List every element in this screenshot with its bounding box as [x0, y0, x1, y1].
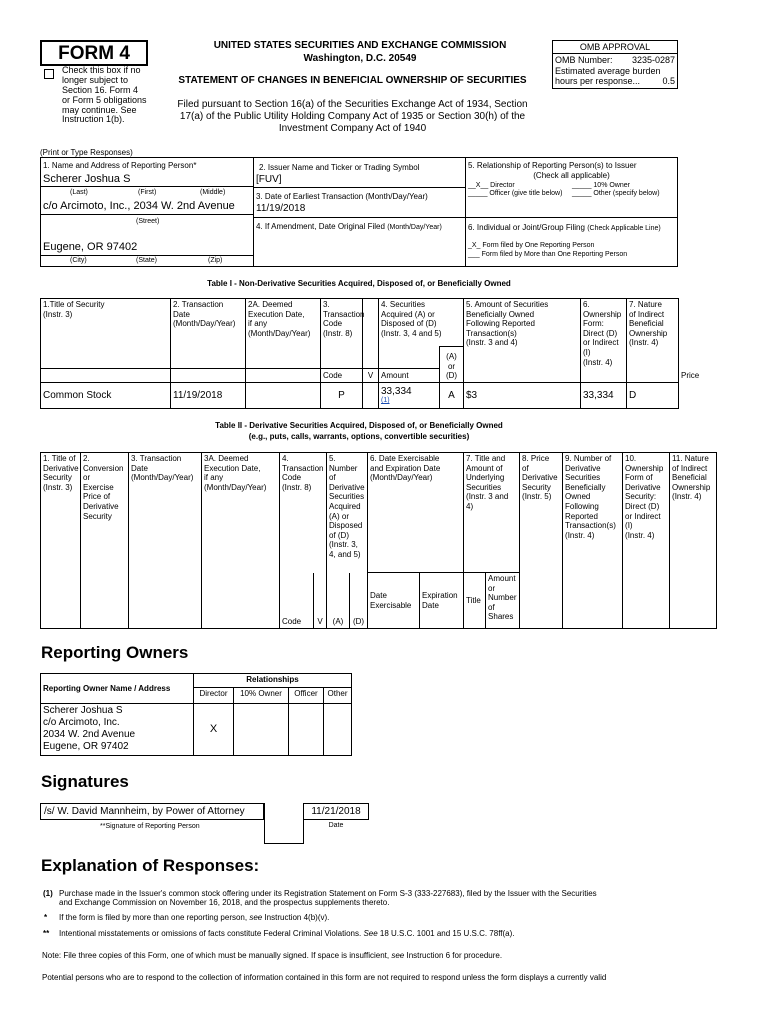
table1: 1.Title of Security (Instr. 3) 2. Transaction Date (Month/Day/Year) 2A. Deemed Execution Date, if any (Month/Day/Year) 3. Transaction Code (Instr. 8) 4. Securities Acquired (A) or Disposed of (D) (Instr. 3, 4 and 5) 5. Amount of Securities Beneficially Owned Following Reported Transaction(s) (Instr. 3 and 4) 6. Ownership Form: Direct (D) or Indirect (I) (Instr. 4) 7. Nature of Indirect Beneficial Ownership (Instr. 4) (A) or (D) Price Code V Amount Common Stock 11/19/2018 P 33,334 (1) A $3 33,334 D: [40, 298, 679, 409]
ro-col-owner10: 10% Owner: [234, 688, 289, 704]
box3-label: 3. Date of Earliest Transaction (Month/Day/Year): [256, 192, 428, 201]
t1-security-title: Common Stock: [41, 383, 171, 409]
signature-date: 11/21/2018: [311, 806, 361, 817]
t2-col-amount-shares: Amount or Number of Shares: [486, 573, 520, 629]
omb-hours-label: hours per response...: [555, 76, 641, 86]
owner10-line: _____ 10% Owner: [572, 182, 630, 189]
potential-persons-text: Potential persons who are to respond to the collection of information contained in this form are not required to respond unless the form displays a currently valid: [42, 973, 607, 982]
box2-label: 2. Issuer Name and Ticker or Trading Symbol: [259, 163, 420, 172]
reporting-owners-heading: Reporting Owners: [41, 643, 189, 662]
box6-label: 6. Individual or Joint/Group Filing (Check Applicable Line): [468, 223, 661, 232]
ro-col-director: Director: [194, 688, 234, 704]
star-text: If the form is filed by more than one reporting person, see Instruction 4(b)(v).: [59, 913, 330, 922]
t2-col-expiration: Expiration Date: [420, 573, 464, 629]
box5-label: 5. Relationship of Reporting Person(s) to Issuer: [468, 161, 637, 170]
t1-col-aord: (A) or (D): [440, 347, 464, 383]
t2-col-title-sub: Title: [464, 573, 486, 629]
footnote-1-link[interactable]: (1): [381, 397, 390, 404]
t1-col-ownership-form: 6. Ownership Form: Direct (D) or Indirect (I) (Instr. 4): [581, 299, 627, 383]
form-title: FORM 4: [58, 43, 130, 64]
t2-col-code: 4. Transaction Code (Instr. 8): [280, 453, 327, 573]
omb-number-label: OMB Number:: [555, 55, 613, 65]
director-line: __X__ Director: [468, 182, 515, 189]
signature-value: /s/ W. David Mannheim, by Power of Attorney: [44, 806, 245, 817]
t1-transaction-code: P: [321, 383, 363, 409]
other-line: _____ Other (specify below): [572, 190, 660, 197]
box5-sub: (Check all applicable): [533, 171, 610, 180]
t1-col-code-sub: Code: [321, 369, 363, 383]
omb-number-value: 3235-0287: [631, 55, 675, 65]
omb-hours-value: 0.5: [662, 76, 675, 86]
omb-approval-box: [552, 40, 678, 89]
statement-title: STATEMENT OF CHANGES IN BENEFICIAL OWNERSHIP OF SECURITIES: [178, 75, 527, 86]
one-person-line: _X_ Form filed by One Reporting Person: [468, 242, 595, 249]
ro-col-officer: Officer: [289, 688, 324, 704]
t2-col-date: 3. Transaction Date (Month/Day/Year): [129, 453, 202, 629]
t1-col-code: 3. Transaction Code (Instr. 8): [321, 299, 363, 369]
middle-label: (Middle): [200, 189, 226, 196]
checkbox-text: Check this box if no longer subject to Section 16. Form 4 or Form 5 obligations may continue. See Instruction 1(b).: [62, 65, 147, 125]
table2: [40, 452, 717, 629]
signature-label: **Signature of Reporting Person: [100, 823, 200, 830]
signature-box: [40, 803, 264, 820]
explanation-heading: Explanation of Responses:: [41, 856, 260, 875]
t2-col-conversion: 2. Conversion or Exercise Price of Derivative Security: [81, 453, 129, 629]
table2-title: Table II - Derivative Securities Acquired, Disposed of, or Beneficially Owned: [215, 421, 503, 430]
footnote-1-text: Purchase made in the Issuer's common stock offering under its Registration Statement on Form S-3 (333-227683), filed by the Issuer with the Securities and Exchange Commission on November 16, 2018, and the prospectus supplements thereto.: [59, 889, 597, 908]
ro-col-other: Other: [324, 688, 352, 704]
t1-amount: 33,334: [381, 386, 412, 397]
state-label: (State): [136, 257, 158, 264]
no-longer-checkbox[interactable]: [44, 69, 54, 79]
t2-col-d: (D): [350, 573, 368, 629]
table-row: [41, 383, 679, 409]
form-title-box: [40, 40, 148, 66]
last-label: (Last): [70, 189, 88, 196]
t2-col-ownership-form: 10. Ownership Form of Derivative Security: Direct (D) or Indirect (I) (Instr. 4): [623, 453, 670, 629]
box4-label: 4. If Amendment, Date Original Filed (Month/Day/Year): [256, 222, 442, 231]
t1-aord: A: [440, 383, 464, 409]
t1-col-title: 1.Title of Security (Instr. 3): [41, 299, 171, 369]
t2-col-price: 8. Price of Derivative Security (Instr. 5): [520, 453, 563, 629]
ro-col-name: Reporting Owner Name / Address: [41, 674, 194, 704]
ticker-value: [FUV]: [256, 174, 282, 185]
double-star-text: Intentional misstatements or omissions of facts constitute Federal Criminal Violations. See 18 U.S.C. 1001 and 15 U.S.C. 78ff(a).: [59, 929, 515, 938]
street-value: c/o Arcimoto, Inc., 2034 W. 2nd Avenue: [43, 200, 235, 212]
city-value: Eugene, OR 97402: [43, 241, 138, 253]
t1-col-amount-owned: 5. Amount of Securities Beneficially Owned Following Reported Transaction(s) (Instr. 3 and 4): [464, 299, 581, 383]
omb-title: OMB APPROVAL: [579, 42, 651, 52]
double-star-mark: **: [43, 929, 50, 938]
signature-date-label: Date: [328, 822, 344, 829]
agency-title: UNITED STATES SECURITIES AND EXCHANGE COMMISSION: [213, 40, 507, 51]
t2-col-date-exercisable: 6. Date Exercisable and Expiration Date (Month/Day/Year): [368, 453, 464, 573]
zip-label: (Zip): [208, 257, 223, 264]
ro-owner-info: Scherer Joshua S c/o Arcimoto, Inc. 2034 W. 2nd Avenue Eugene, OR 97402: [41, 704, 194, 756]
t1-amount-owned: 33,334: [581, 383, 627, 409]
box1-label: 1. Name and Address of Reporting Person*: [43, 161, 197, 170]
footnote-1-mark: (1): [43, 889, 53, 898]
t2-col-title: 1. Title of Derivative Security (Instr. 3): [41, 453, 81, 629]
t2-col-a: (A): [327, 573, 350, 629]
reporting-owners-table: [40, 673, 352, 756]
more-persons-line: ___ Form filed by More than One Reporting Person: [468, 251, 628, 258]
t1-col-nature: 7. Nature of Indirect Beneficial Ownership (Instr. 4): [627, 299, 679, 383]
star-mark: *: [44, 913, 48, 922]
table-row: [41, 704, 352, 756]
t2-col-number: 5. Number of Derivative Securities Acquired (A) or Disposed of (D) (Instr. 3, 4, and 5): [327, 453, 368, 573]
t2-col-deemed: 3A. Deemed Execution Date, if any (Month/Day/Year): [202, 453, 280, 629]
t2-col-nature: 11. Nature of Indirect Beneficial Ownership (Instr. 4): [670, 453, 717, 629]
signature-date-box: [303, 803, 369, 820]
earliest-transaction-date: 11/19/2018: [256, 203, 306, 214]
ro-col-relationships: Relationships: [194, 674, 352, 688]
t2-col-underlying: 7. Title and Amount of Underlying Securities (Instr. 3 and 4): [464, 453, 520, 573]
t1-ownership-form: D: [627, 383, 679, 409]
table1-title: Table I - Non-Derivative Securities Acquired, Disposed of, or Beneficially Owned: [207, 279, 511, 288]
signatures-heading: Signatures: [41, 772, 129, 791]
table2-subtitle: (e.g., puts, calls, warrants, options, convertible securities): [248, 432, 470, 441]
omb-burden-label: Estimated average burden: [555, 66, 661, 76]
filed-pursuant-text: Filed pursuant to Section 16(a) of the Securities Exchange Act of 1934, Section 17(a) of the Public Utility Holding Company Act of 1935 or Section 30(h) of the Investment Company Act of 1940: [177, 99, 528, 134]
t1-col-amount: Amount: [379, 369, 440, 383]
street-label: (Street): [136, 218, 160, 225]
t1-col-securities: 4. Securities Acquired (A) or Disposed of (D) (Instr. 3, 4 and 5): [379, 299, 464, 347]
city-label: (City): [70, 257, 87, 264]
print-type-note: (Print or Type Responses): [40, 148, 133, 157]
t2-col-date-ex: Date Exercisable: [368, 573, 420, 629]
reporting-person-name: Scherer Joshua S: [43, 173, 131, 185]
t1-col-date: 2. Transaction Date (Month/Day/Year): [171, 299, 246, 369]
officer-line: _____ Officer (give title below): [468, 190, 563, 197]
first-label: (First): [138, 189, 157, 196]
agency-location: Washington, D.C. 20549: [303, 53, 417, 64]
t2-col-v: V: [314, 573, 327, 629]
t1-price: $3: [464, 383, 581, 409]
t1-col-deemed: 2A. Deemed Execution Date, if any (Month/Day/Year): [246, 299, 321, 369]
t1-col-v: V: [363, 369, 379, 383]
note-text: Note: File three copies of this Form, one of which must be manually signed. If space is insufficient, see Instruction 6 for procedure.: [42, 951, 503, 960]
t2-col-code-sub: Code: [280, 573, 314, 629]
t1-transaction-date: 11/19/2018: [171, 383, 246, 409]
t2-col-owned: 9. Number of Derivative Securities Beneficially Owned Following Reported Transaction(s) (Instr. 4): [563, 453, 623, 629]
ro-director-mark: X: [194, 704, 234, 756]
